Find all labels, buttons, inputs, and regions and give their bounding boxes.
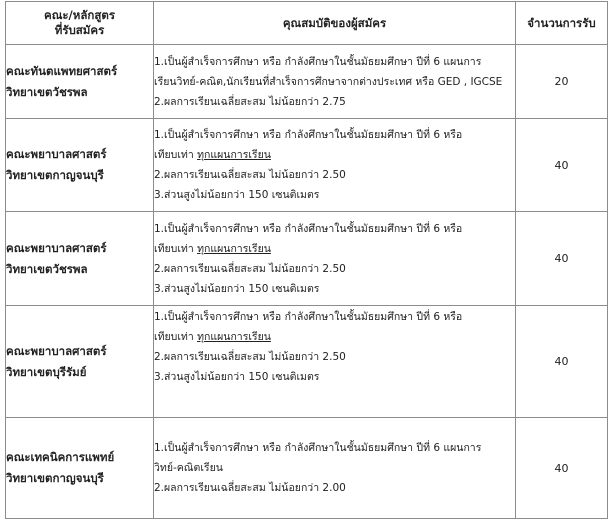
campus-name: วิทยาเขตบุรีรัมย์ (6, 364, 87, 379)
faculty-name: คณะพยาบาลศาสตร์ (6, 343, 107, 358)
faculty-cell (6, 212, 154, 306)
qualification-prefix: เทียบเท่า (154, 149, 198, 161)
qualifications-cell (154, 306, 516, 418)
qualification-line: 1.เป็นผู้สำเร็จการศึกษา หรือ กำลังศึกษาในชั้นมัธยมศึกษา ปีที่ 6 หรือ (154, 311, 463, 323)
qualification-line: 1.เป็นผู้สำเร็จการศึกษา หรือ กำลังศึกษาในชั้นมัธยมศึกษา ปีที่ 6 หรือ (154, 129, 463, 141)
faculty-name: คณะพยาบาลศาสตร์ (6, 240, 107, 255)
qualifications-cell (154, 45, 516, 119)
quota-cell: 40 (516, 212, 608, 306)
faculty-cell (6, 306, 154, 418)
table-row (6, 306, 608, 418)
admission-table (5, 1, 608, 519)
all-study-plans-underlined: ทุกแผนการเรียน (197, 331, 271, 343)
header-faculty (6, 2, 154, 45)
faculty-name: คณะพยาบาลศาสตร์ (6, 147, 107, 161)
header-faculty-line2: ที่รับสมัคร (54, 23, 105, 37)
faculty-cell (6, 45, 154, 119)
faculty-cell (6, 119, 154, 212)
faculty-name: คณะเทคนิคการแพทย์ (6, 450, 115, 464)
qualification-line: 1.เป็นผู้สำเร็จการศึกษา หรือ กำลังศึกษาในชั้นมัธยมศึกษา ปีที่ 6 แผนการ (154, 442, 482, 454)
header-faculty-line1: คณะ/หลักสูตร (44, 8, 115, 22)
quota-cell: 40 (516, 119, 608, 212)
qualification-line: 2.ผลการเรียนเฉลี่ยสะสม ไม่น้อยกว่า 2.50 (154, 262, 346, 275)
qualification-line (154, 327, 515, 347)
qualifications-cell (154, 212, 516, 306)
qualification-line (154, 145, 515, 165)
qualifications-cell (154, 418, 516, 519)
all-study-plans-underlined: ทุกแผนการเรียน (197, 242, 271, 255)
qualification-line: 2.ผลการเรียนเฉลี่ยสะสม ไม่น้อยกว่า 2.50 (154, 351, 346, 363)
header-qualifications: คุณสมบัติของผู้สมัคร (154, 2, 516, 45)
qualification-line: 3.ส่วนสูงไม่น้อยกว่า 150 เซนติเมตร (154, 189, 320, 201)
quota-cell: 40 (516, 306, 608, 418)
campus-name: วิทยาเขตวัชรพล (6, 84, 88, 99)
header-row (6, 2, 608, 45)
faculty-cell (6, 418, 154, 519)
faculty-name: คณะทันตแพทยศาสตร์ (6, 63, 118, 78)
qualification-line: 1.เป็นผู้สำเร็จการศึกษา หรือ กำลังศึกษาในชั้นมัธยมศึกษา ปีที่ 6 หรือ (154, 222, 463, 235)
quota-cell: 20 (516, 45, 608, 119)
campus-name: วิทยาเขตกาญจนบุรี (6, 471, 104, 485)
qualification-line: 3.ส่วนสูงไม่น้อยกว่า 150 เซนติเมตร (154, 371, 320, 383)
qualifications-cell (154, 119, 516, 212)
qualification-line: 3.ส่วนสูงไม่น้อยกว่า 150 เซนติเมตร (154, 282, 320, 295)
table-row (6, 45, 608, 119)
campus-name: วิทยาเขตกาญจนบุรี (6, 168, 104, 182)
qualification-prefix: เทียบเท่า (154, 242, 198, 255)
table-row (6, 418, 608, 519)
table-row (6, 119, 608, 212)
qualification-line: 1.เป็นผู้สำเร็จการศึกษา หรือ กำลังศึกษาในชั้นมัธยมศึกษา ปีที่ 6 แผนการ (154, 55, 482, 68)
qualification-line: 2.ผลการเรียนเฉลี่ยสะสม ไม่น้อยกว่า 2.00 (154, 482, 346, 494)
campus-name: วิทยาเขตวัชรพล (6, 261, 88, 276)
all-study-plans-underlined: ทุกแผนการเรียน (197, 149, 271, 161)
qualification-line: วิทย์-คณิตเรียน (154, 462, 223, 474)
qualification-line (154, 239, 515, 259)
qualification-line: เรียนวิทย์-คณิต,นักเรียนที่สำเร็จการศึกษาจากต่างประเทศ หรือ GED , IGCSE (154, 75, 503, 88)
quota-cell: 40 (516, 418, 608, 519)
qualification-prefix: เทียบเท่า (154, 331, 198, 343)
qualification-line: 2.ผลการเรียนเฉลี่ยสะสม ไม่น้อยกว่า 2.75 (154, 95, 346, 108)
qualification-line: 2.ผลการเรียนเฉลี่ยสะสม ไม่น้อยกว่า 2.50 (154, 169, 346, 181)
table-row (6, 212, 608, 306)
header-quota: จำนวนการรับ (516, 2, 608, 45)
